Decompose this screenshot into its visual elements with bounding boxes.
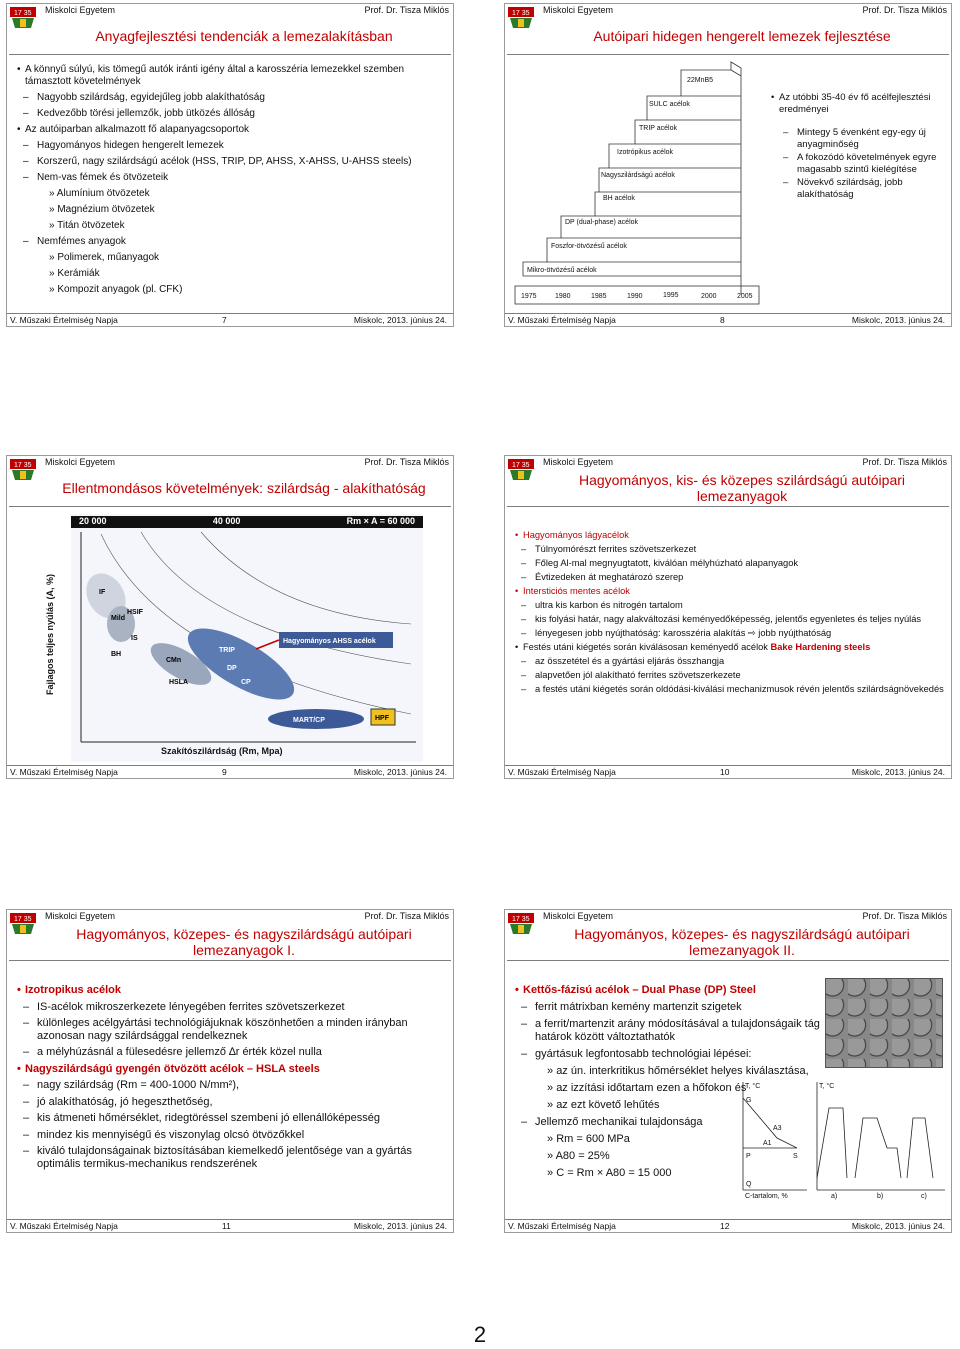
- footer-date: Miskolc, 2013. június 24.: [353, 767, 447, 777]
- region-label: TRIP: [219, 647, 235, 654]
- bullet: • Kettős-fázisú acélok – Dual Phase (DP) Steel: [511, 984, 945, 997]
- slide-number: 7: [222, 315, 227, 325]
- title-divider: [9, 54, 451, 55]
- slide-11: [6, 909, 454, 1233]
- sub-bullet: – Évtizedeken át meghatározó szerep: [511, 572, 945, 583]
- diagram-label: C-tartalom, %: [745, 1193, 788, 1200]
- svg-text:17 35: 17 35: [512, 916, 530, 923]
- region-label: HPF: [375, 715, 389, 722]
- svg-text:17 35: 17 35: [512, 462, 530, 469]
- sub-bullet: – Nagyobb szilárdság, egyidejűleg jobb alakíthatóság: [13, 92, 447, 104]
- sub-bullet: – Túlnyomórészt ferrites szövetszerkezet: [511, 544, 945, 555]
- sub-bullet: – kiváló tulajdonságainak biztosításában kiemelkedő jelentősége van a gyártás optimális termikus-mechanikus rendszerének: [13, 1145, 447, 1170]
- sub-bullet: – az összetétel és a gyártási eljárás összhangja: [511, 656, 945, 667]
- author-name: Prof. Dr. Tisza Miklós: [364, 457, 449, 467]
- footer-event: V. Műszaki Értelmiség Napja: [508, 315, 616, 325]
- diagram-axis-label: T, °C: [745, 1083, 761, 1090]
- slide-7: [6, 3, 454, 327]
- svg-text:17 35: 17 35: [512, 10, 530, 17]
- footer-date: Miskolc, 2013. június 24.: [851, 1221, 945, 1231]
- footer-event: V. Műszaki Értelmiség Napja: [508, 1221, 616, 1231]
- sub-bullet: – Növekvő szilárdság, jobb alakíthatóság: [773, 177, 947, 200]
- sub-bullet: – a festés utáni kiégetés során oldódási-kiválási mechanizmusok révén jelentős szilárdságnövekedés: [511, 684, 945, 695]
- slide-8: [504, 3, 952, 327]
- bullet: [511, 642, 945, 653]
- sub-bullet: – Kedvezőbb törési jellemzők, jobb ütközés állóság: [13, 108, 447, 120]
- slide-header: [7, 456, 453, 470]
- step-label: Izotrópikus acélok: [617, 149, 674, 156]
- institution-name: Miskolci Egyetem: [45, 911, 116, 921]
- sub-bullet: – gyártásuk legfontosabb technológiai lépései:: [511, 1048, 945, 1061]
- region-label: MART/CP: [293, 717, 325, 724]
- footer-event: V. Műszaki Értelmiség Napja: [10, 767, 118, 777]
- sub-bullet: – Jellemző mechanikai tulajdonsága: [511, 1116, 945, 1129]
- university-logo-icon: [9, 458, 37, 482]
- university-logo-icon: [9, 912, 37, 936]
- sub-bullet: – lényegesen jobb nyújthatóság: karosszéria alakítás ⇨ jobb nyújthatóság: [511, 628, 945, 639]
- university-logo-icon: [9, 6, 37, 30]
- slide-title: Hagyományos, közepes- és nagyszilárdságú autóipari lemezanyagok II.: [574, 926, 910, 958]
- diagram-label: Q: [746, 1181, 752, 1188]
- diagram-label: b): [877, 1193, 884, 1200]
- sub-sub-bullet: » az izzítási időtartam ezen a hőfokon és: [511, 1082, 945, 1095]
- institution-name: Miskolci Egyetem: [543, 457, 614, 467]
- heat-treatment-diagram: [737, 1078, 949, 1202]
- rm-label: 40 000: [212, 516, 241, 526]
- diagram-label: A3: [773, 1125, 782, 1132]
- bullet: • A könnyű súlyú, kis tömegű autók iránti igény által a karosszéria lemezekkel szemben támasztott követelmények: [13, 64, 447, 88]
- region-label: HSLA: [169, 679, 189, 686]
- slide-number: 11: [222, 1221, 231, 1231]
- institution-name: Miskolci Egyetem: [45, 457, 116, 467]
- year-tick: 1975: [521, 293, 537, 300]
- sub-sub-bullet: » Kerámiák: [13, 268, 447, 280]
- sub-bullet: – Főleg Al-mal megnyugtatott, kiválóan mélyhúzható alapanyagok: [511, 558, 945, 569]
- bullet-highlight: Bake Hardening steels: [770, 642, 871, 652]
- slide-title: Anyagfejlesztési tendenciák a lemezalakításban: [95, 28, 393, 44]
- year-tick: 2005: [737, 293, 753, 300]
- sub-bullet: – Hagyományos hidegen hengerelt lemezek: [13, 140, 447, 152]
- sub-bullet: – a mélyhúzásnál a fülesedésre jellemző ∆r érték közel nulla: [13, 1046, 447, 1059]
- slide-number: 12: [720, 1221, 730, 1231]
- sub-sub-bullet: » Kompozit anyagok (pl. CFK): [13, 284, 447, 296]
- footer-event: V. Műszaki Értelmiség Napja: [10, 1221, 118, 1231]
- sub-bullet: – ferrit mátrixban kemény martenzit szigetek: [511, 1001, 945, 1014]
- bullet: • Intersticiós mentes acélok: [511, 586, 945, 597]
- slide-header: [505, 456, 951, 470]
- diagram-label: P: [746, 1153, 751, 1160]
- slide-footer: [7, 765, 453, 778]
- sub-sub-bullet: » Polimerek, műanyagok: [13, 252, 447, 264]
- sub-bullet: – a ferrit/martenzit arány módosításával a tulajdonságaik tág határok között változtathatók: [511, 1018, 835, 1044]
- slide-footer: [505, 765, 951, 778]
- step-label: BH acélok: [603, 195, 635, 202]
- slide-footer: [505, 313, 951, 326]
- region-label: HSIF: [127, 609, 143, 616]
- sub-sub-bullet: » Alumínium ötvözetek: [13, 188, 447, 200]
- slide-notes: [767, 92, 947, 200]
- bullet: • Izotropikus acélok: [13, 984, 447, 997]
- region-label: DP: [227, 665, 237, 672]
- sub-bullet: – Korszerű, nagy szilárdságú acélok (HSS, TRIP, DP, AHSS, X-AHSS, U-AHSS steels): [13, 156, 447, 168]
- sub-bullet: – A fokozódó követelmények egyre magasabb szintű kielégítése: [773, 152, 947, 175]
- slide-10: [504, 455, 952, 779]
- bullet: • Az utóbbi 35-40 év fő acélfejlesztési eredményei: [767, 92, 947, 115]
- sub-bullet: – kis folyási határ, nagy alakváltozási keményedőképesség, jelentős egyenletes és teljes nyúlás: [511, 614, 945, 625]
- bullet: • Nagyszilárdságú gyengén ötvözött acélok – HSLA steels: [13, 1063, 447, 1076]
- slide-number: 8: [720, 315, 725, 325]
- sub-bullet: – jó alakíthatóság, jó hegeszthetőség,: [13, 1096, 447, 1109]
- slide-number: 10: [720, 767, 730, 777]
- sub-sub-bullet: » Magnézium ötvözetek: [13, 204, 447, 216]
- sub-bullet: – IS-acélok mikroszerkezete lényegében ferrites szövetszerkezet: [13, 1001, 447, 1014]
- region-label: IF: [99, 589, 106, 596]
- title-divider: [9, 960, 451, 961]
- slide-body: [13, 64, 447, 296]
- chart-plot: [71, 514, 423, 762]
- title-divider: [9, 506, 451, 507]
- year-tick: 1985: [591, 293, 607, 300]
- sub-bullet: – Nem-vas fémek és ötvözeteik: [13, 172, 447, 184]
- strength-elongation-chart: [45, 514, 423, 762]
- footer-date: Miskolc, 2013. június 24.: [851, 315, 945, 325]
- diagram-axis-label: T, °C: [819, 1083, 835, 1090]
- svg-text:17 35: 17 35: [14, 916, 32, 923]
- diagram-label: c): [921, 1193, 927, 1200]
- institution-name: Miskolci Egyetem: [45, 5, 116, 15]
- svg-text:17 35: 17 35: [14, 10, 32, 17]
- step-label: TRIP acélok: [639, 125, 677, 132]
- region-label: Mild: [111, 615, 125, 622]
- y-axis-label: Fajlagos teljes nyúlás (A, %): [45, 574, 55, 696]
- region-label: CP: [241, 679, 251, 686]
- sub-sub-bullet: » Titán ötvözetek: [13, 220, 447, 232]
- slide-footer: [7, 1219, 453, 1232]
- footer-event: V. Műszaki Értelmiség Napja: [508, 767, 616, 777]
- page-number: 2: [473, 1322, 487, 1347]
- university-logo-icon: [507, 458, 535, 482]
- slide-9: [6, 455, 454, 779]
- step-label: SULC acélok: [649, 101, 690, 108]
- author-name: Prof. Dr. Tisza Miklós: [862, 457, 947, 467]
- author-name: Prof. Dr. Tisza Miklós: [364, 5, 449, 15]
- slide-number: 9: [222, 767, 227, 777]
- svg-text:17 35: 17 35: [14, 462, 32, 469]
- footer-date: Miskolc, 2013. június 24.: [353, 315, 447, 325]
- slide-footer: [505, 1219, 951, 1232]
- footer-event: V. Műszaki Értelmiség Napja: [10, 315, 118, 325]
- year-tick: 2000: [701, 293, 717, 300]
- sub-sub-bullet: » A80 = 25%: [511, 1150, 945, 1163]
- sub-sub-bullet: » Rm = 600 MPa: [511, 1133, 945, 1146]
- slide-body: [13, 984, 447, 1170]
- sub-sub-bullet: » az ezt követő lehűtés: [511, 1099, 945, 1112]
- diagram-label: A1: [763, 1140, 772, 1147]
- institution-name: Miskolci Egyetem: [543, 5, 614, 15]
- diagram-label: a): [831, 1193, 838, 1200]
- bullet: • Hagyományos lágyacélok: [511, 530, 945, 541]
- year-tick: 1995: [663, 292, 679, 299]
- slide-footer: [7, 313, 453, 326]
- slide-header: [7, 4, 453, 18]
- year-tick: 1990: [627, 293, 643, 300]
- rm-label: 20 000: [79, 516, 107, 526]
- step-label: Nagyszilárdságú acélok: [601, 172, 675, 179]
- sub-bullet: – Nemfémes anyagok: [13, 236, 447, 248]
- sub-sub-bullet: » az ún. interkritikus hőmérséklet helyes kiválasztása,: [511, 1065, 945, 1078]
- author-name: Prof. Dr. Tisza Miklós: [862, 911, 947, 921]
- slide-body: [511, 530, 945, 695]
- region-label: BH: [111, 651, 122, 658]
- rm-label: Rm × A = 60 000: [346, 516, 415, 526]
- step-label: Mikro-ötvözésű acélok: [527, 267, 597, 274]
- diagram-label: S: [793, 1153, 798, 1160]
- ahss-callout: Hagyományos AHSS acélok: [283, 638, 376, 645]
- title-divider: [507, 506, 949, 507]
- slide-header: [505, 910, 951, 924]
- slide-title: Hagyományos, kis- és közepes szilárdságú autóipari lemezanyagok: [578, 472, 906, 504]
- region-label: IS: [131, 635, 138, 642]
- sub-bullet: – mindez kis mennyiségű és viszonylag olcsó ötvözőkkel: [13, 1129, 447, 1142]
- footer-date: Miskolc, 2013. június 24.: [353, 1221, 447, 1231]
- step-label: Foszfor-ötvözésű acélok: [551, 243, 627, 250]
- sub-sub-bullet: » C = Rm × A80 = 15 000: [511, 1167, 945, 1180]
- sub-bullet: – kis átmeneti hőmérséklet, ridegtöréssel szembeni jó ellenállóképesség: [13, 1112, 447, 1125]
- slide-title: Hagyományos, közepes- és nagyszilárdságú autóipari lemezanyagok I.: [76, 926, 412, 958]
- x-axis-label: Szakítószilárdság (Rm, Mpa): [161, 746, 283, 756]
- slide-title: Ellentmondásos követelmények: szilárdság - alakíthatóság: [62, 480, 426, 496]
- region-label: CMn: [166, 657, 182, 664]
- sub-bullet: – különleges acélgyártási technológiájuknak köszönhetően a minden irányban azonosan nagy szilárdsággal rendelkeznek: [13, 1017, 447, 1042]
- sub-bullet: – Mintegy 5 évenként egy-egy új anyagminőség: [773, 127, 947, 150]
- step-label: 22MnB5: [687, 77, 714, 84]
- title-divider: [507, 960, 949, 961]
- sub-bullet: – alapvetően jól alakítható ferrites szövetszerkezete: [511, 670, 945, 681]
- author-name: Prof. Dr. Tisza Miklós: [364, 911, 449, 921]
- slide-header: [7, 910, 453, 924]
- slide-title: Autóipari hidegen hengerelt lemezek fejlesztése: [593, 28, 891, 44]
- author-name: Prof. Dr. Tisza Miklós: [862, 5, 947, 15]
- bullet-text: Festés utáni kiégetés során kiválásosan keményedő acélok: [523, 642, 771, 652]
- year-tick: 1980: [555, 293, 571, 300]
- institution-name: Miskolci Egyetem: [543, 911, 614, 921]
- sub-bullet: – nagy szilárdság (Rm = 400-1000 N/mm²),: [13, 1079, 447, 1092]
- university-logo-icon: [507, 912, 535, 936]
- bullet: • Az autóiparban alkalmazott fő alapanyagcsoportok: [13, 124, 447, 136]
- slide-12: [504, 909, 952, 1233]
- sub-bullet: – ultra kis karbon és nitrogén tartalom: [511, 600, 945, 611]
- diagram-label: G: [746, 1097, 752, 1104]
- step-label: DP (dual-phase) acélok: [565, 219, 639, 226]
- footer-date: Miskolc, 2013. június 24.: [851, 767, 945, 777]
